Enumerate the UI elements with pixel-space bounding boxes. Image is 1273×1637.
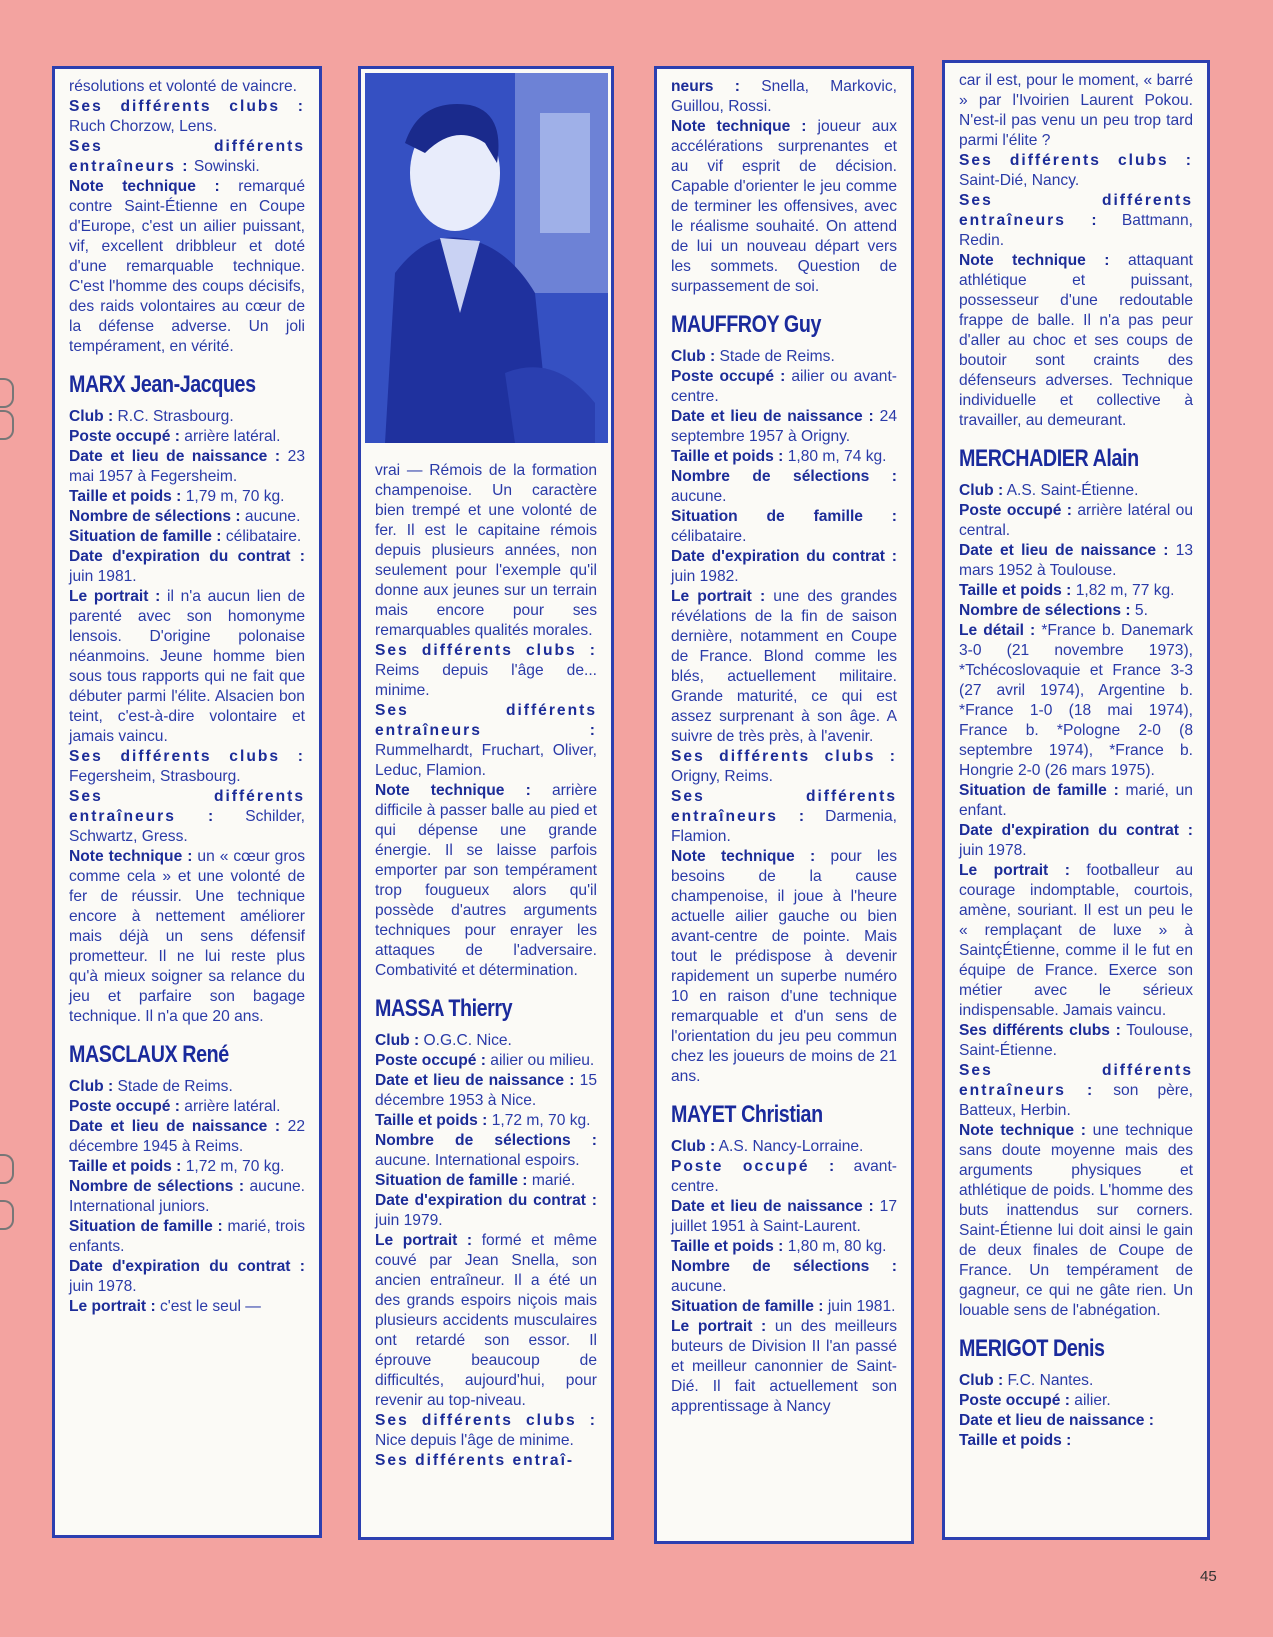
mauffroy-clubs: Ses différents clubs : Origny, Reims. xyxy=(671,748,897,785)
mauffroy-club: Club : Stade de Reims. xyxy=(671,348,835,365)
binder-ring-bottom xyxy=(0,1200,14,1230)
masclaux-trainers: Ses différents entraîneurs : Rummelhardt, Fruchart, Oliver, Leduc, Flamion. xyxy=(375,702,597,779)
massa-post: Poste occupé : ailier ou milieu. xyxy=(375,1052,595,1069)
column-4 xyxy=(942,60,1210,1540)
massa-trainers-start: Ses différents entraî- xyxy=(375,1452,575,1469)
mauffroy-contract: Date d'expiration du contrat : juin 1982. xyxy=(671,548,897,585)
binder-ring-upper xyxy=(0,410,14,440)
merigot-post: Poste occupé : ailier. xyxy=(959,1392,1111,1409)
mayet-family: Situation de famille : juin 1981. xyxy=(671,1298,896,1315)
masclaux-contract: Date d'expiration du contrat : juin 1978. xyxy=(69,1258,305,1295)
merchadier-size: Taille et poids : 1,82 m, 77 kg. xyxy=(959,582,1175,599)
player-name-mauffroy: MAUFFROY Guy xyxy=(671,311,821,338)
marx-contract: Date d'expiration du contrat : juin 1981. xyxy=(69,548,305,585)
merchadier-family: Situation de famille : marié, un enfant. xyxy=(959,782,1193,819)
column-2 xyxy=(358,66,614,1540)
portrait-photo-illustration xyxy=(365,73,608,443)
mayet-size: Taille et poids : 1,80 m, 80 kg. xyxy=(671,1238,887,1255)
column-3 xyxy=(654,66,914,1544)
column-1 xyxy=(52,66,322,1538)
merchadier-birth: Date et lieu de naissance : 13 mars 1952 à Toulouse. xyxy=(959,542,1193,579)
masclaux-family: Situation de famille : marié, trois enfants. xyxy=(69,1218,305,1255)
massa-birth: Date et lieu de naissance : 15 décembre 1953 à Nice. xyxy=(375,1072,597,1109)
player-name-merchadier: MERCHADIER Alain xyxy=(959,445,1139,472)
mayet-portrait-cont: car il est, pour le moment, « barré » par l'Ivoirien Laurent Pokou. N'est-il pas venu un peu trop tard parmi l'élite ? xyxy=(959,72,1193,149)
mauffroy-portrait: Le portrait : une des grandes révélations de la fin de saison dernière, notamment en Coupe de France. Blond comme les blés, actuellement militaire. Grande maturité, ce qui est assez surprenant à son âge. A suivre de très près, à l'avenir. xyxy=(671,588,897,745)
mauffroy-post: Poste occupé : ailier ou avant-centre. xyxy=(671,368,897,405)
marx-portrait: Le portrait : il n'a aucun lien de parenté avec son homonyme lensois. D'origine polonaise néanmoins. Jeune homme bien sous tous rapports qui ne fait que débuter parmi l'élite. Alsacien bon teint, c'est-à-dire volontaire et jamais vaincu. xyxy=(69,588,306,745)
player-name-massa: MASSA Thierry xyxy=(375,995,513,1022)
player-name-mayet: MAYET Christian xyxy=(671,1101,823,1128)
massa-trainers: neurs : Snella, Markovic, Guillou, Rossi. xyxy=(671,78,897,115)
prev-trainers: Ses différents entraîneurs : Sowinski. xyxy=(69,138,305,175)
massa-selections: Nombre de sélections : aucune. International espoirs. xyxy=(375,1132,597,1169)
merigot-club: Club : F.C. Nantes. xyxy=(959,1372,1094,1389)
marx-club: Club : R.C. Strasbourg. xyxy=(69,408,234,425)
marx-family: Situation de famille : célibataire. xyxy=(69,528,302,545)
marx-post: Poste occupé : arrière latéral. xyxy=(69,428,281,445)
player-name-merigot: MERIGOT Denis xyxy=(959,1335,1105,1362)
marx-birth: Date et lieu de naissance : 23 mai 1957 à Fegersheim. xyxy=(69,448,306,485)
masclaux-birth: Date et lieu de naissance : 22 décembre 1945 à Reims. xyxy=(69,1118,306,1155)
mayet-clubs: Ses différents clubs : Saint-Dié, Nancy. xyxy=(959,152,1193,189)
mauffroy-birth: Date et lieu de naissance : 24 septembre 1957 à Origny. xyxy=(671,408,897,445)
merchadier-clubs: Ses différents clubs : Toulouse, Saint-Étienne. xyxy=(959,1022,1193,1059)
masclaux-size: Taille et poids : 1,72 m, 70 kg. xyxy=(69,1158,285,1175)
mayet-note: Note technique : attaquant athlétique et puissant, possesseur d'une redoutable frappe de balle. Il n'a pas peur d'aller au choc et ses coups de boutoir sont craints des défenseurs adverses. Technique individuelle et collective à travailler, au demeurant. xyxy=(959,252,1193,429)
merchadier-club: Club : A.S. Saint-Étienne. xyxy=(959,482,1139,499)
merchadier-portrait: Le portrait : footballeur au courage indomptable, courtois, amène, souriant. Il est un peu le « remplaçant de luxe » à SaintçÉtienne, comme il le fut en équipe de France. Exerce son métier avec le sérieux indispensable. Jamais vaincu. xyxy=(959,862,1194,1019)
player-name-masclaux: MASCLAUX René xyxy=(69,1041,229,1068)
massa-portrait: Le portrait : formé et même couvé par Jean Snella, son ancien entraîneur. Il a été un des grands espoirs niçois mais plusieurs accidents musculaires ont retardé son essor. Il éprouve beaucoup de difficultés, aujourd'hui, pour revenir au top-niveau. xyxy=(375,1232,598,1409)
mayet-post: Poste occupé : avant-centre. xyxy=(671,1158,897,1195)
massa-size: Taille et poids : 1,72 m, 70 kg. xyxy=(375,1112,591,1129)
mauffroy-note: Note technique : pour les besoins de la cause champenoise, il joue à l'heure actuelle ailier gauche ou bien avant-centre de pointe. Mais tout le prédispose à devenir rapidement un superbe numéro 10 en raison d'une technique remarquable et d'un sens de l'orientation du jeu peu commun chez les joueurs de moins de 21 ans. xyxy=(671,848,897,1085)
mauffroy-trainers: Ses différents entraîneurs : Darmenia, Flamion. xyxy=(671,788,897,845)
mauffroy-size: Taille et poids : 1,80 m, 74 kg. xyxy=(671,448,887,465)
marx-size: Taille et poids : 1,79 m, 70 kg. xyxy=(69,488,285,505)
page-number: 45 xyxy=(1200,1568,1217,1585)
marx-selections: Nombre de sélections : aucune. xyxy=(69,508,301,525)
masclaux-club: Club : Stade de Reims. xyxy=(69,1078,233,1095)
mauffroy-family: Situation de famille : célibataire. xyxy=(671,508,897,545)
merigot-birth: Date et lieu de naissance : xyxy=(959,1412,1154,1429)
massa-club: Club : O.G.C. Nice. xyxy=(375,1032,512,1049)
massa-clubs: Ses différents clubs : Nice depuis l'âge de minime. xyxy=(375,1412,597,1449)
intro-text: résolutions et volonté de vaincre. xyxy=(69,78,297,95)
masclaux-portrait: Le portrait : c'est le seul — xyxy=(69,1298,261,1315)
prev-note: Note technique : remarqué contre Saint-Étienne en Coupe d'Europe, c'est un ailier puissant, vif, excellent dribbleur et doté d'une remarquable technique. C'est l'homme des coups décisifs, des raids volontaires au cœur de la défense adverse. Un joli tempérament, en vérité. xyxy=(69,178,305,355)
merchadier-selections: Nombre de sélections : 5. xyxy=(959,602,1148,619)
masclaux-clubs: Ses différents clubs : Reims depuis l'âge de... minime. xyxy=(375,642,597,699)
marx-trainers: Ses différents entraîneurs : Schilder, Schwartz, Gress. xyxy=(69,788,305,845)
merchadier-trainers: Ses différents entraîneurs : son père, Batteux, Herbin. xyxy=(959,1062,1193,1119)
player-photo xyxy=(365,73,608,443)
massa-contract: Date d'expiration du contrat : juin 1979. xyxy=(375,1192,597,1229)
binder-ring-lower xyxy=(0,1154,14,1184)
masclaux-portrait-cont: vrai — Rémois de la formation champenoise. Un caractère bien trempé et une volonté de fer. Il est le capitaine rémois depuis plusieurs années, non seulement pour l'exemple qu'il donne aux jeunes sur un terrain mais encore pour ses remarquables qualités morales. xyxy=(375,462,597,639)
merchadier-contract: Date d'expiration du contrat : juin 1978. xyxy=(959,822,1193,859)
mayet-birth: Date et lieu de naissance : 17 juillet 1951 à Saint-Laurent. xyxy=(671,1198,897,1235)
merchadier-note: Note technique : une technique sans doute moyenne mais des arguments physiques et athlétique de poids. L'homme des buts inattendus sur corners. Saint-Étienne lui doit ainsi le gain de deux finales de Coupe de France. Un tempérament de gagneur, ce qui ne gâte rien. Un louable sens de l'abnégation. xyxy=(959,1122,1193,1319)
massa-family: Situation de famille : marié. xyxy=(375,1172,576,1189)
marx-clubs: Ses différents clubs : Fegersheim, Strasbourg. xyxy=(69,748,305,785)
mayet-portrait: Le portrait : un des meilleurs buteurs de Division II l'an passé et meilleur canonnier de Saint-Dié. Il fait actuellement son apprentissage à Nancy xyxy=(671,1318,898,1415)
massa-note: Note technique : joueur aux accélérations surprenantes et au vif esprit de décision. Capable d'orienter le jeu comme de terminer les offensives, avec le réalisme souhaité. On attend de lui un nouveau départ vers les sommets. Question de surpassement de soi. xyxy=(671,118,898,295)
masclaux-post: Poste occupé : arrière latéral. xyxy=(69,1098,281,1115)
merigot-size: Taille et poids : xyxy=(959,1432,1072,1449)
mayet-trainers: Ses différents entraîneurs : Battmann, Redin. xyxy=(959,192,1193,249)
binder-ring-top xyxy=(0,378,14,408)
mauffroy-selections: Nombre de sélections : aucune. xyxy=(671,468,897,505)
merchadier-detail: Le détail : *France b. Danemark 3-0 (21 novembre 1973), *Tchécoslovaquie et France 3-3 (27 avril 1974), Argentine b. *France 1-0 (18 mai 1974), France b. *Pologne 2-0 (8 septembre 1974), *France b. Hongrie 2-0 (26 mars 1975). xyxy=(959,622,1193,779)
marx-note: Note technique : un « cœur gros comme cela » et une volonté de fer de réussir. Une technique encore à nettement améliorer mais déjà un sens défensif prometteur. Il ne lui reste plus qu'à mieux soigner sa relance du jeu et parfaire son bagage technique. Il n'a que 20 ans. xyxy=(69,848,306,1025)
merchadier-post: Poste occupé : arrière latéral ou central. xyxy=(959,502,1193,539)
player-name-marx: MARX Jean-Jacques xyxy=(69,371,256,398)
prev-clubs: Ses différents clubs : Ruch Chorzow, Lens. xyxy=(69,98,305,135)
masclaux-note: Note technique : arrière difficile à passer balle au pied et qui dépense une grande énergie. Il se laisse parfois emporter par son tempérament trop fougueux alors qu'il possède d'autres arguments techniques pour enrayer les attaques de l'adversaire. Combativité et détermination. xyxy=(375,782,597,979)
mayet-selections: Nombre de sélections : aucune. xyxy=(671,1258,897,1295)
mayet-club: Club : A.S. Nancy-Lorraine. xyxy=(671,1138,864,1155)
masclaux-selections: Nombre de sélections : aucune. International juniors. xyxy=(69,1178,305,1215)
